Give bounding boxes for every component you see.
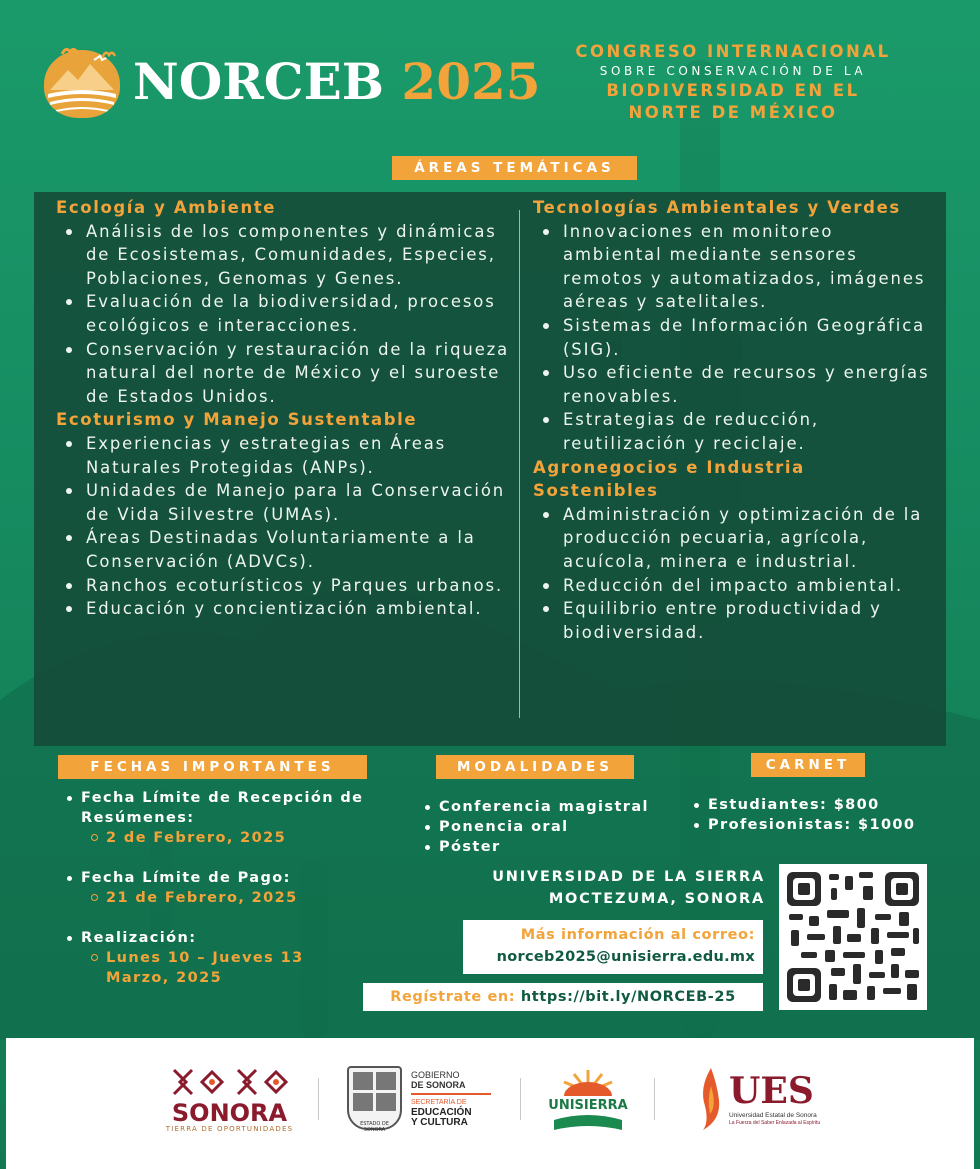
modalidad-item: Ponencia oral (422, 817, 692, 837)
bird-icon (102, 48, 116, 62)
qr-code-icon (779, 864, 927, 1010)
contact-email[interactable]: norceb2025@unisierra.edu.mx (496, 949, 755, 965)
ues-subtitle-1: Universidad Estatal de Sonora (729, 1112, 817, 1119)
list-item: Unidades de Manejo para la Conservación de Vida Silvestre (UMAs). (56, 479, 518, 526)
sonora-tagline: TIERRA DE OPORTUNIDADES (165, 1125, 294, 1133)
list-item: Ranchos ecoturísticos y Parques urbanos. (56, 574, 518, 598)
footer-separator (318, 1078, 319, 1120)
tecnologias-list (533, 220, 933, 456)
list-item: Estrategias de reducción, reutilización y reciclaje. (533, 408, 933, 455)
fecha-resumenes-label: Fecha Límite de Recepción de Resúmenes: (64, 788, 414, 828)
congress-title (548, 42, 918, 124)
fecha-pago-date: 21 de Febrero, 2025 (64, 888, 414, 908)
list-item: Evaluación de la biodiversidad, procesos ecológicos e interacciones. (56, 290, 518, 337)
list-item: Conservación y restauración de la riqueza natural del norte de México y el suroeste de Estados Unidos. (56, 338, 518, 409)
modalidades-label: MODALIDADES (436, 755, 634, 779)
areas-left-column (56, 196, 518, 621)
gobierno-line-1: GOBIERNO (411, 1070, 460, 1080)
unisierra-logo (548, 1066, 628, 1134)
ues-name: UES (729, 1070, 814, 1112)
realizacion-date: Lunes 10 – Jueves 13 Marzo, 2025 (64, 948, 364, 988)
carnet-item: Estudiantes: $800 (691, 795, 951, 815)
carnet-label: CARNET (751, 753, 865, 777)
qr-code[interactable] (779, 864, 927, 1010)
section-title-ecoturismo: Ecoturismo y Manejo Sustentable (56, 410, 418, 430)
list-item: Sistemas de Información Geográfica (SIG). (533, 314, 933, 361)
brand-year: 2025 (401, 52, 541, 111)
ues-subtitle-2: La Fuerza del Saber Enlazada al Espíritu (729, 1120, 821, 1126)
modalidades-list (422, 797, 692, 857)
brand-title (133, 52, 541, 111)
venue-line-2: MOCTEZUMA, SONORA (548, 891, 765, 907)
estado-shield-icon (347, 1066, 402, 1133)
register-url[interactable]: https://bit.ly/NORCEB-25 (520, 989, 736, 1005)
bird-icon (60, 42, 80, 62)
venue (460, 866, 765, 910)
coat-of-arms-icon (349, 1068, 400, 1116)
estado-label: ESTADO DE SONORA (360, 1121, 389, 1133)
norceb-logo (44, 50, 120, 118)
list-item: Educación y concientización ambiental. (56, 597, 518, 621)
section-title-ecologia: Ecología y Ambiente (56, 198, 277, 217)
sonora-name: SONORA (171, 1099, 288, 1127)
venue-line-1: UNIVERSIDAD DE LA SIERRA (492, 869, 765, 885)
list-item: Reducción del impacto ambiental. (533, 574, 933, 598)
carnet-list (691, 795, 951, 835)
list-item: Innovaciones en monitoreo ambiental mediante sensores remotos y automatizados, imágenes aéreas y satelitales. (533, 220, 933, 314)
contact-box (463, 920, 763, 974)
section-title-agronegocios: Agronegocios e Industria Sostenibles (533, 457, 805, 501)
list-item: Análisis de los componentes y dinámicas de Ecosistemas, Comunidades, Especies, Poblaciones, Genomas y Genes. (56, 220, 518, 291)
congress-line-2: SOBRE CONSERVACIÓN DE LA (599, 64, 867, 78)
list-item: Administración y optimización de la producción pecuaria, agrícola, acuícola, minera e industrial. (533, 503, 933, 574)
info-label: Más información al correo: (520, 927, 755, 943)
brand-name: NORCEB (133, 52, 384, 111)
gobierno-rule (411, 1093, 491, 1095)
ues-logo (697, 1066, 827, 1134)
fecha-resumenes-date: 2 de Febrero, 2025 (64, 828, 414, 848)
secretaria-line-1: EDUCACIÓN (411, 1107, 472, 1118)
footer-separator (520, 1078, 521, 1120)
footer-separator (654, 1078, 655, 1120)
congress-line-1: CONGRESO INTERNACIONAL (575, 42, 891, 61)
panel-divider (519, 210, 520, 718)
fechas-list (64, 788, 414, 988)
modalidad-item: Póster (422, 837, 692, 857)
list-item: Áreas Destinadas Voluntariamente a la Conservación (ADVCs). (56, 526, 518, 573)
congress-line-4: NORTE DE MÉXICO (628, 103, 838, 122)
congress-line-3: BIODIVERSIDAD EN EL (606, 81, 860, 100)
register-box (363, 983, 763, 1011)
ues-flame-icon (697, 1066, 723, 1132)
list-item: Equilibrio entre productividad y biodiversidad. (533, 597, 933, 644)
section-title-tecnologias: Tecnologías Ambientales y Verdes (533, 198, 901, 217)
ecoturismo-list (56, 432, 518, 621)
secretaria-line-2: Y CULTURA (411, 1117, 468, 1128)
agronegocios-list (533, 503, 933, 645)
modalidad-item: Conferencia magistral (422, 797, 692, 817)
areas-right-column (533, 196, 933, 644)
secretaria-label: SECRETARÍA DE (411, 1099, 467, 1106)
list-item: Uso eficiente de recursos y energías renovables. (533, 361, 933, 408)
fecha-pago-label: Fecha Límite de Pago: (64, 868, 414, 888)
gobierno-line-2: DE SONORA (411, 1080, 466, 1090)
fechas-label: FECHAS IMPORTANTES (58, 755, 367, 779)
register-label: Regístrate en: (390, 989, 516, 1005)
sonora-pattern-icon (162, 1066, 297, 1096)
realizacion-label: Realización: (64, 928, 414, 948)
unisierra-name: UNISIERRA (548, 1098, 628, 1113)
carnet-item: Profesionistas: $1000 (691, 815, 951, 835)
list-item: Experiencias y estrategias en Áreas Naturales Protegidas (ANPs). (56, 432, 518, 479)
areas-tematicas-label: ÁREAS TEMÁTICAS (392, 156, 637, 180)
ecologia-list (56, 220, 518, 409)
sonora-logo (162, 1066, 297, 1132)
gobierno-logo (347, 1066, 497, 1132)
